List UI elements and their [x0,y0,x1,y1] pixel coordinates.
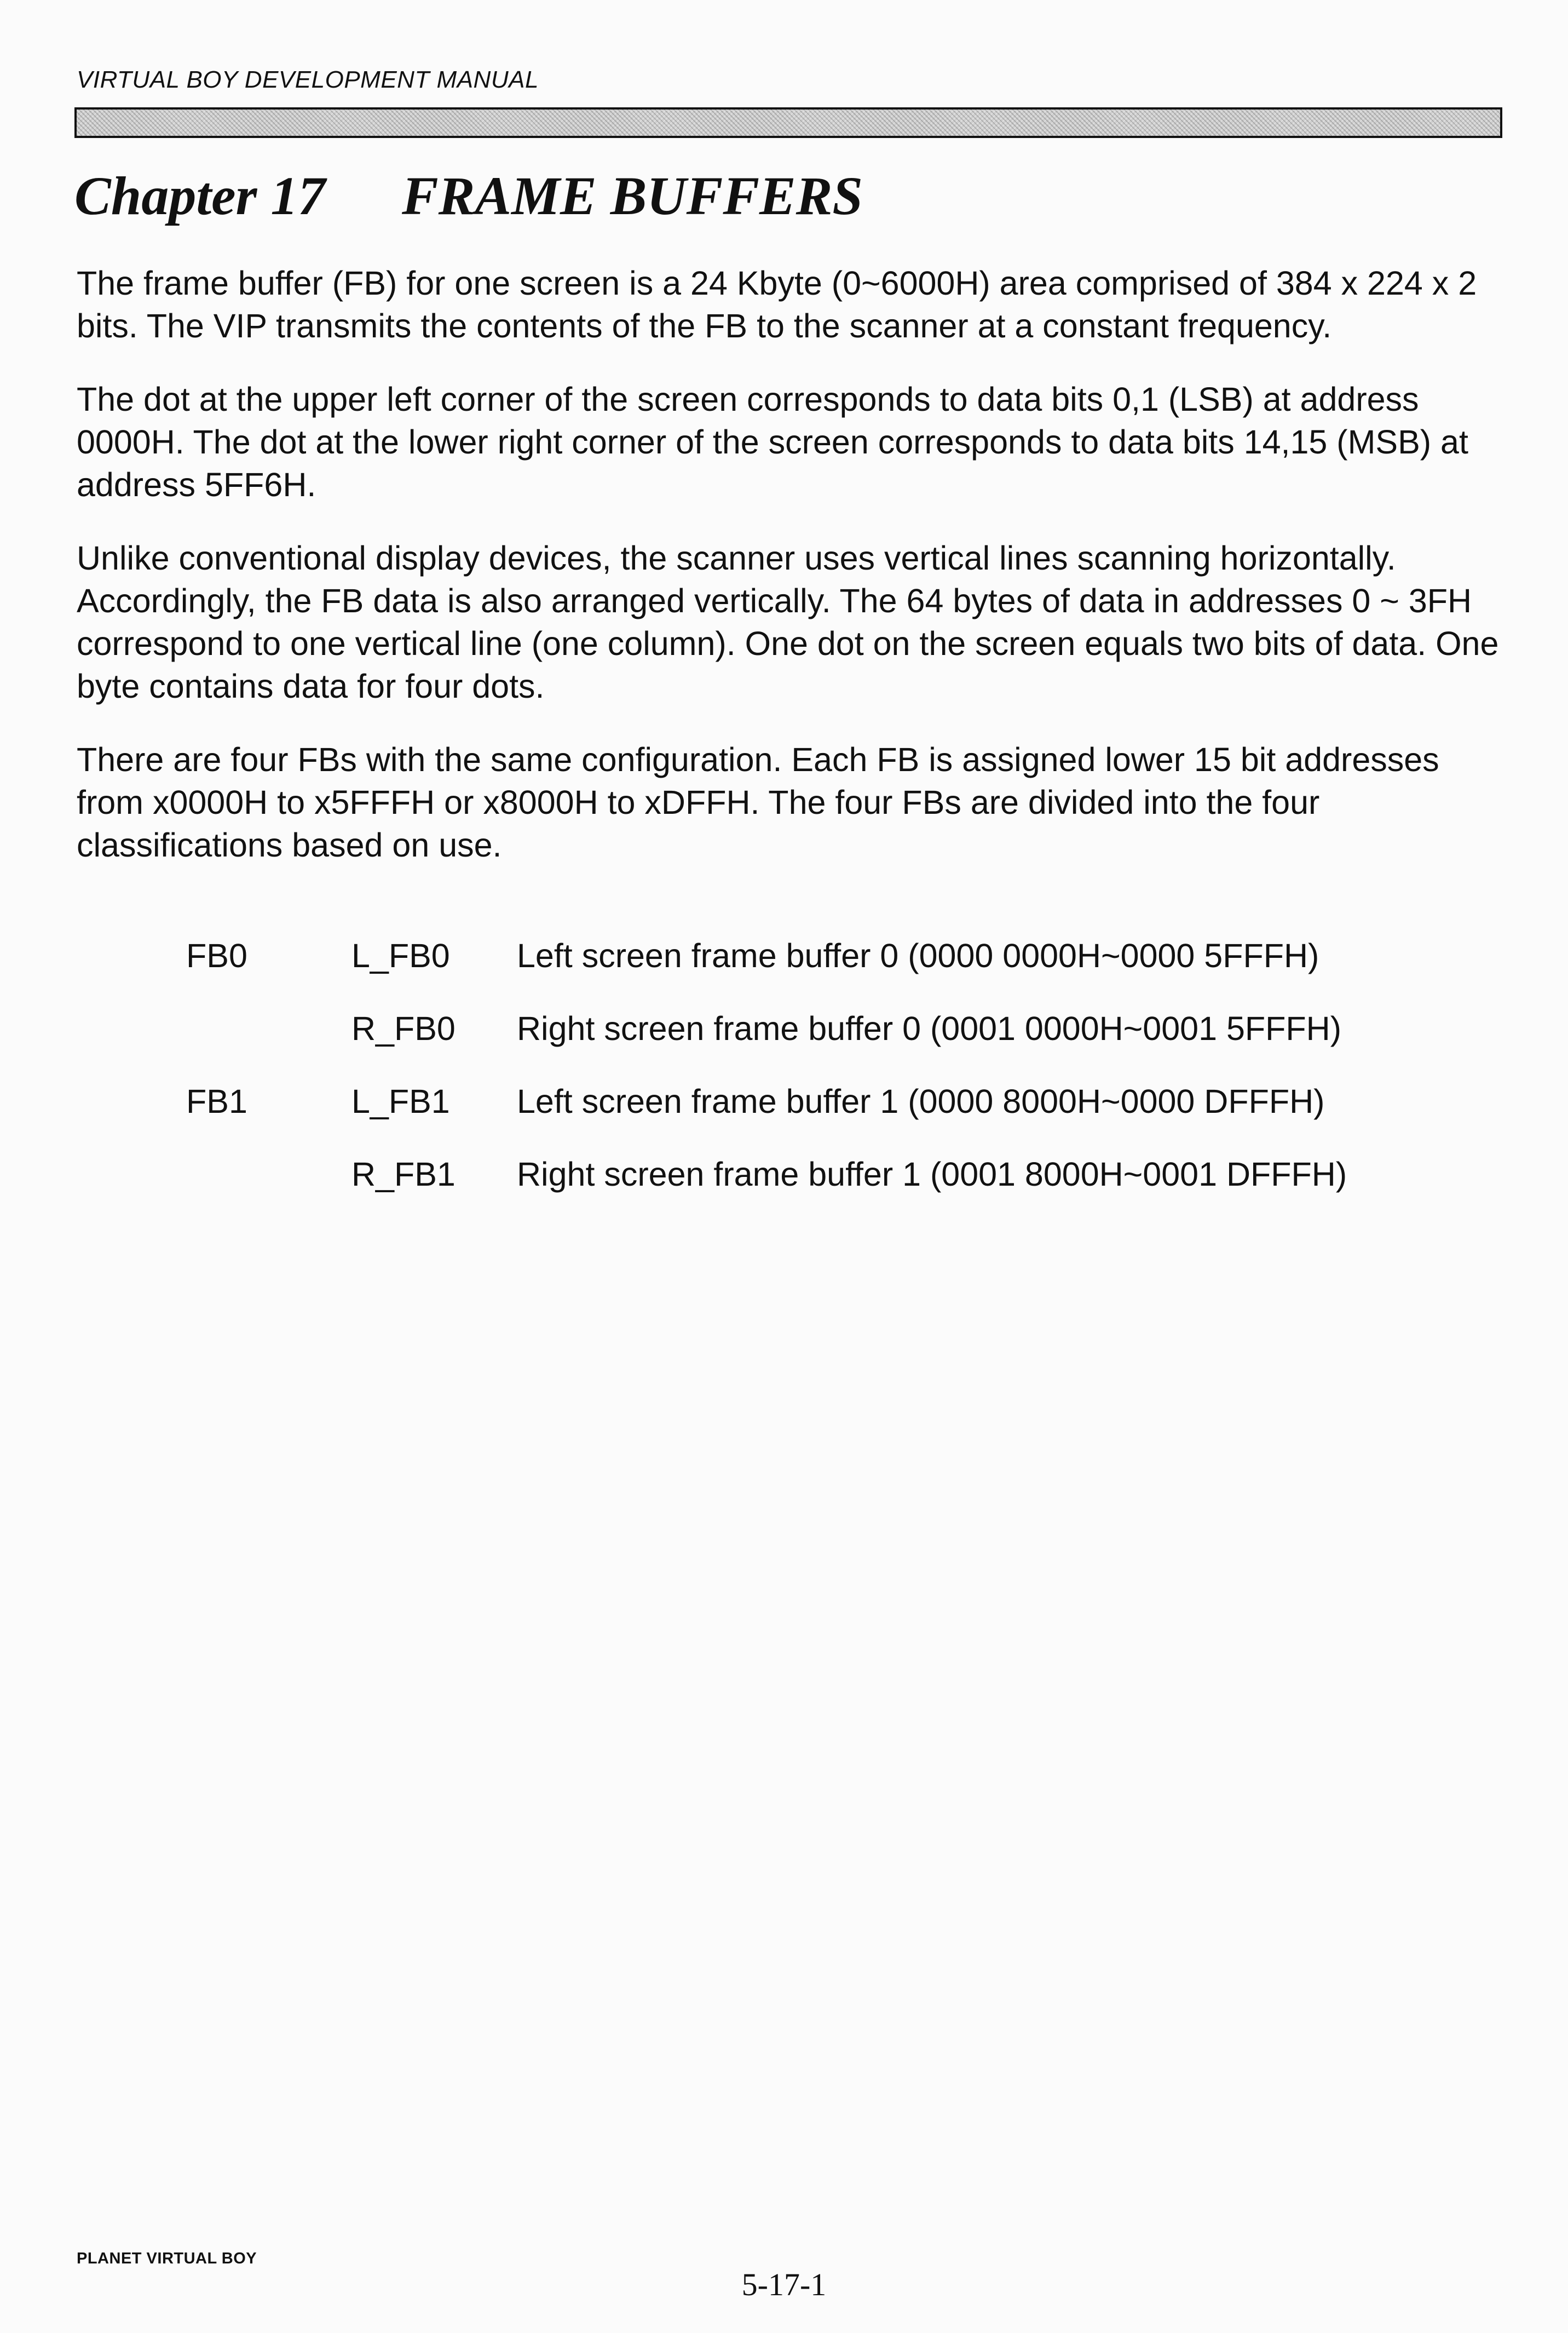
header-bar [74,107,1502,138]
chapter-number: Chapter 17 [74,165,326,226]
footer-publisher: PLANET VIRTUAL BOY [77,2250,257,2267]
fb-group: FB1 [186,1083,247,1120]
fb-name: R_FB1 [351,1156,456,1193]
table-row [77,1080,1500,1123]
chapter-title [74,164,863,227]
table-row [77,1153,1500,1196]
fb-name: L_FB1 [351,1083,450,1120]
paragraph: The dot at the upper left corner of the screen corresponds to data bits 0,1 (LSB) at address 0000H. The dot at the lower right corner of the screen corresponds to data bits 14,15 (MSB) at address 5FF6H. [77,381,1468,503]
fb-description: Left screen frame buffer 1 (0000 8000H~0000 DFFFH) [517,1083,1325,1120]
fb-description: Right screen frame buffer 0 (0001 0000H~0001 5FFFH) [517,1010,1342,1047]
fb-description: Right screen frame buffer 1 (0001 8000H~0001 DFFFH) [517,1156,1347,1193]
body-content [77,262,1500,897]
running-header: VIRTUAL BOY DEVELOPMENT MANUAL [77,66,539,93]
fb-description: Left screen frame buffer 0 (0000 0000H~0000 5FFFH) [517,937,1319,974]
chapter-heading: FRAME BUFFERS [402,165,863,226]
fb-group [77,1153,351,1196]
paragraph: The frame buffer (FB) for one screen is a 24 Kbyte (0~6000H) area comprised of 384 x 224 x 2 bits. The VIP transmits the contents of the FB to the scanner at a constant frequency. [77,265,1477,344]
fb-name: R_FB0 [351,1010,456,1047]
paragraph: Unlike conventional display devices, the scanner uses vertical lines scanning horizontally. Accordingly, the FB data is also arranged vertically. The 64 bytes of data in addresses 0 ~ 3FH correspond to one vertical line (one column). One dot on the screen equals two bits of data. One byte contains data for four dots. [77,539,1499,705]
fb-group: FB0 [186,937,247,974]
fb-name: L_FB0 [351,937,450,974]
table-row [77,934,1500,977]
page-number: 5-17-1 [741,2267,827,2302]
frame-buffer-table [77,934,1500,1226]
table-row [77,1007,1500,1050]
fb-group [77,1007,351,1050]
paragraph: There are four FBs with the same configuration. Each FB is assigned lower 15 bit addresses from x0000H to x5FFFH or x8000H to xDFFH. The four FBs are divided into the four classifications based on use. [77,741,1439,864]
